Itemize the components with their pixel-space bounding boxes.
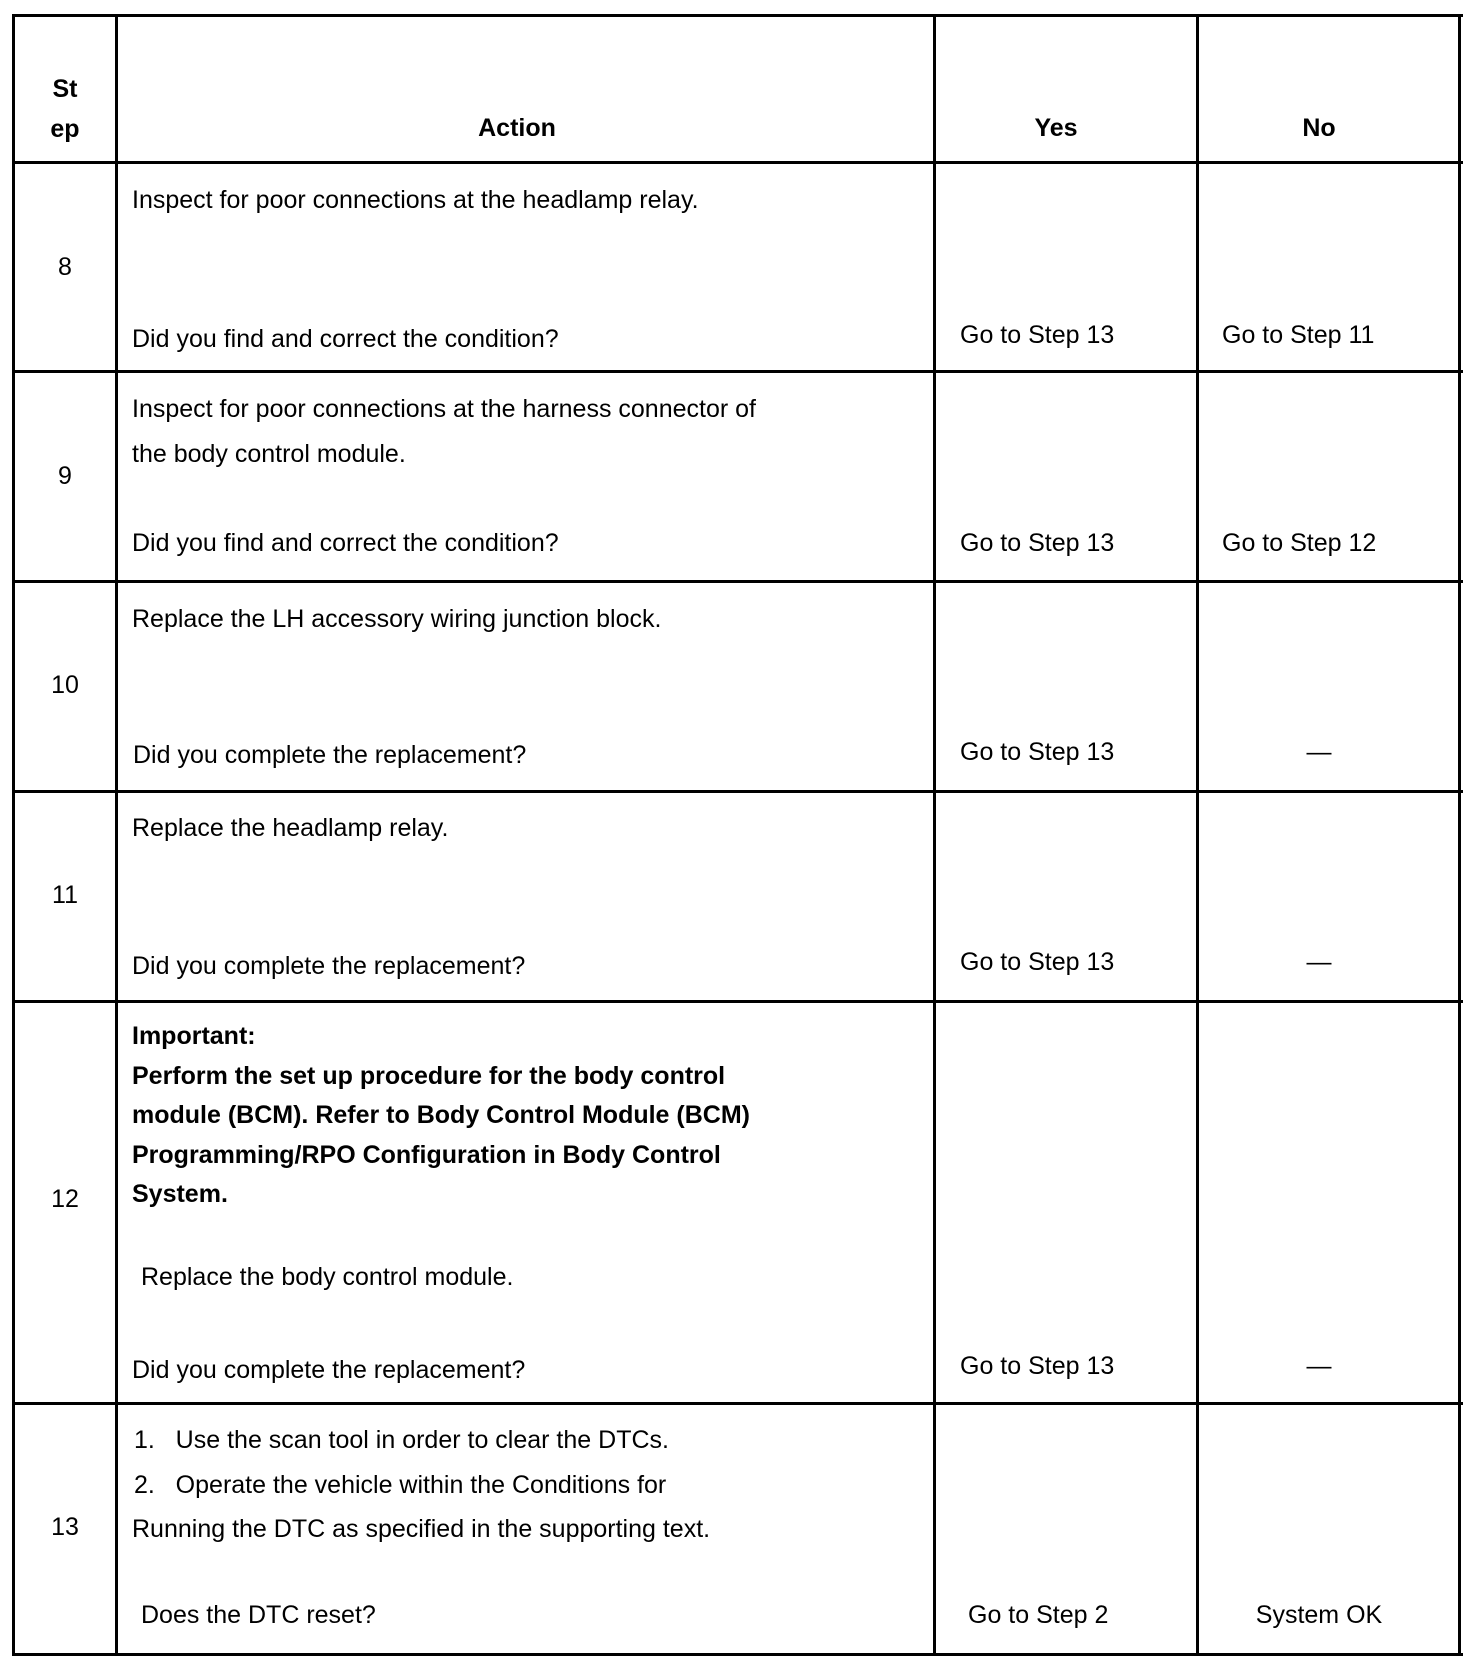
row-divider bbox=[12, 790, 1463, 793]
action-question: Did you find and correct the condition? bbox=[132, 325, 559, 353]
row-divider bbox=[12, 370, 1463, 373]
yes-result: Go to Step 2 bbox=[968, 1601, 1109, 1629]
action-text: Replace the headlamp relay. bbox=[132, 814, 449, 842]
action-text: Inspect for poor connections at the harness connector of bbox=[132, 395, 756, 423]
action-text: Inspect for poor connections at the headlamp relay. bbox=[132, 186, 699, 214]
action-text: 1. Use the scan tool in order to clear the DTCs. bbox=[134, 1426, 669, 1454]
no-result: — bbox=[1306, 738, 1332, 766]
no-result: — bbox=[1306, 1352, 1332, 1380]
header-step-line2: ep bbox=[50, 115, 80, 143]
header-step-line1: St bbox=[52, 75, 78, 103]
step-number: 10 bbox=[51, 671, 79, 699]
yes-result: Go to Step 13 bbox=[960, 948, 1115, 976]
table-border-bottom bbox=[12, 1653, 1463, 1656]
important-note: module (BCM). Refer to Body Control Module (BCM) bbox=[132, 1101, 750, 1129]
important-note: Programming/RPO Configuration in Body Control bbox=[132, 1141, 721, 1169]
action-text: Running the DTC as specified in the supporting text. bbox=[132, 1515, 711, 1543]
header-action: Action bbox=[478, 114, 556, 142]
yes-result: Go to Step 13 bbox=[960, 738, 1115, 766]
column-divider-step-action bbox=[115, 14, 118, 1656]
table-border-right bbox=[1458, 14, 1461, 1656]
action-question: Did you complete the replacement? bbox=[132, 1356, 526, 1384]
header-no: No bbox=[1302, 114, 1336, 142]
no-result: Go to Step 12 bbox=[1222, 529, 1377, 557]
action-question: Does the DTC reset? bbox=[141, 1601, 376, 1629]
yes-result: Go to Step 13 bbox=[960, 529, 1115, 557]
column-divider-yes-no bbox=[1196, 14, 1199, 1656]
header-row-divider bbox=[12, 161, 1463, 164]
step-number: 9 bbox=[58, 462, 72, 490]
step-number: 13 bbox=[51, 1513, 79, 1541]
header-yes: Yes bbox=[1034, 114, 1078, 142]
important-note: Perform the set up procedure for the body control bbox=[132, 1062, 726, 1090]
table-border-top bbox=[12, 14, 1463, 17]
yes-result: Go to Step 13 bbox=[960, 321, 1115, 349]
yes-result: Go to Step 13 bbox=[960, 1352, 1115, 1380]
important-label: Important: bbox=[132, 1022, 256, 1050]
action-text: the body control module. bbox=[132, 440, 406, 468]
no-result: System OK bbox=[1255, 1601, 1383, 1629]
step-number: 11 bbox=[52, 881, 78, 909]
no-result: — bbox=[1306, 948, 1332, 976]
step-number: 12 bbox=[51, 1185, 79, 1213]
row-divider bbox=[12, 580, 1463, 583]
important-note: System. bbox=[132, 1180, 228, 1208]
action-question: Did you complete the replacement? bbox=[132, 952, 526, 980]
step-number: 8 bbox=[58, 253, 72, 281]
action-text: Replace the body control module. bbox=[141, 1263, 514, 1291]
action-text: 2. Operate the vehicle within the Conditions for bbox=[134, 1471, 667, 1499]
row-divider bbox=[12, 1402, 1463, 1405]
column-divider-action-yes bbox=[933, 14, 936, 1656]
action-question: Did you find and correct the condition? bbox=[132, 529, 559, 557]
no-result: Go to Step 11 bbox=[1222, 321, 1375, 349]
action-question: Did you complete the replacement? bbox=[133, 741, 527, 769]
row-divider bbox=[12, 1000, 1463, 1003]
action-text: Replace the LH accessory wiring junction block. bbox=[132, 605, 662, 633]
